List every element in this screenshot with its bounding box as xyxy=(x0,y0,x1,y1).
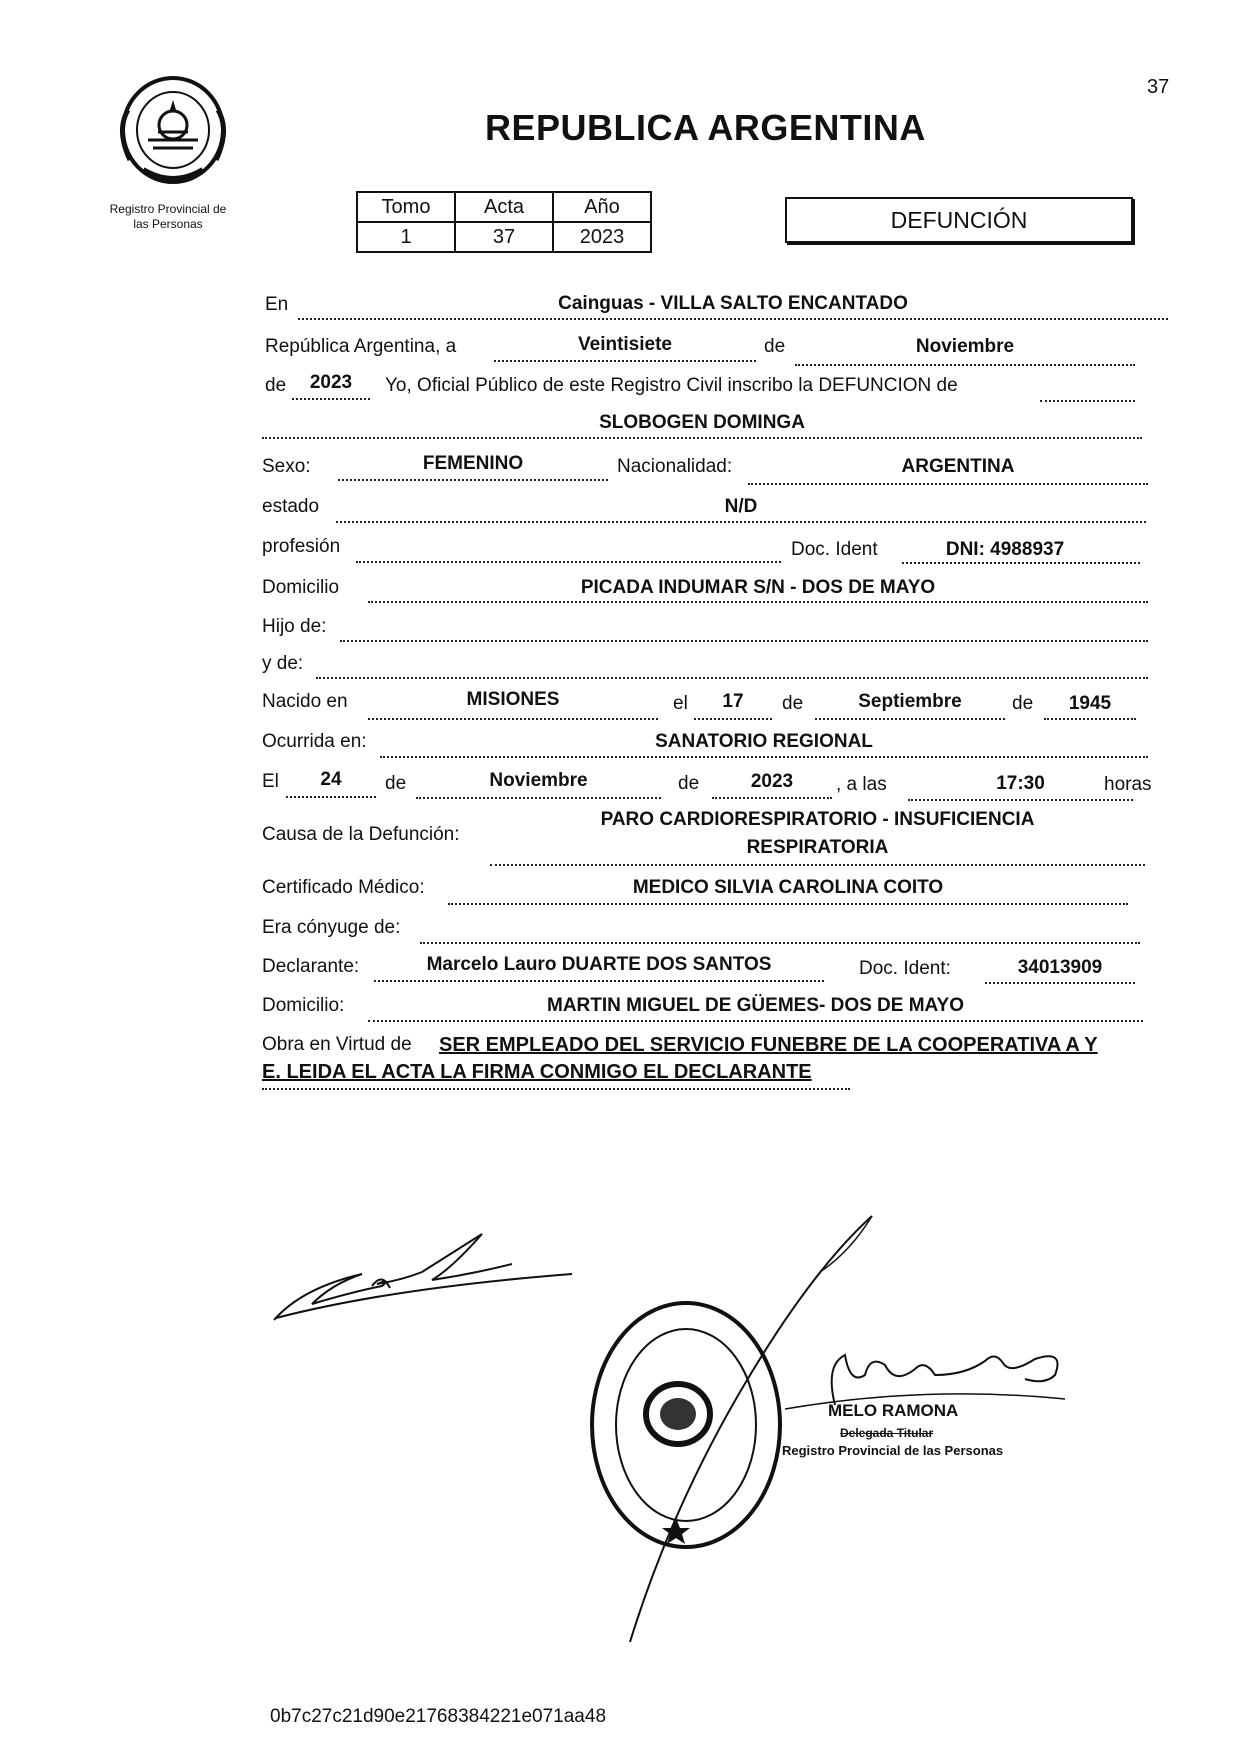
page-number: 37 xyxy=(1147,76,1170,98)
value-declarante-domicilio: MARTIN MIGUEL DE GÜEMES- DOS DE MAYO xyxy=(547,995,964,1016)
label-causa: Causa de la Defunción: xyxy=(262,824,460,845)
declarant-signature xyxy=(272,1228,592,1328)
value-declarante: Marcelo Lauro DUARTE DOS SANTOS xyxy=(426,954,772,975)
label-de-def-1: de xyxy=(385,773,407,794)
label-de-nac-1: de xyxy=(782,693,804,714)
value-obra-1: SER EMPLEADO DEL SERVICIO FUNEBRE DE LA COOPERATIVA A Y xyxy=(439,1034,1098,1056)
label-de-nac-2: de xyxy=(1012,693,1034,714)
value-causa-2: RESPIRATORIA xyxy=(746,837,889,858)
label-profesion: profesión xyxy=(262,536,341,557)
value-dia-letras: Veintisiete xyxy=(578,334,672,355)
value-def-anio: 2023 xyxy=(750,771,794,792)
label-yo-oficial: Yo, Oficial Público de este Registro Civil inscribo la DEFUNCION de xyxy=(385,375,958,396)
label-de-1: de xyxy=(764,336,786,357)
label-conyuge: Era cónyuge de: xyxy=(262,917,401,938)
label-el-nacimiento: el xyxy=(673,693,688,714)
official-role: Delegada Titular xyxy=(840,1426,934,1440)
value-nac-dia: 17 xyxy=(722,691,744,712)
value-hora: 17:30 xyxy=(996,773,1045,794)
value-mes: Noviembre xyxy=(915,336,1015,357)
label-obra: Obra en Virtud de xyxy=(262,1034,412,1055)
label-doc-ident-2: Doc. Ident: xyxy=(859,958,951,979)
label-nacido-en: Nacido en xyxy=(262,691,348,712)
label-horas: horas xyxy=(1104,774,1152,795)
label-republica: República Argentina, a xyxy=(265,336,457,357)
label-domicilio: Domicilio xyxy=(262,577,340,598)
label-a-las: , a las xyxy=(836,774,887,795)
document-hash: 0b7c27c21d90e21768384221e071aa48 xyxy=(270,1706,607,1727)
value-anio: 2023 xyxy=(309,372,353,393)
label-hijo-de: Hijo de: xyxy=(262,616,327,637)
official-name: MELO RAMONA xyxy=(828,1401,959,1420)
value-declarante-doc: 34013909 xyxy=(1017,957,1103,978)
document-title: REPUBLICA ARGENTINA xyxy=(485,107,926,148)
acta-value: 37 xyxy=(455,222,553,252)
value-nac-mes: Septiembre xyxy=(858,691,962,712)
anio-header: Año xyxy=(553,192,651,222)
acta-header: Acta xyxy=(455,192,553,222)
label-el: El xyxy=(262,771,279,792)
value-lugar: Cainguas - VILLA SALTO ENCANTADO xyxy=(558,293,908,314)
label-nacionalidad: Nacionalidad: xyxy=(617,456,733,477)
label-doc-ident: Doc. Ident xyxy=(791,539,878,560)
value-certificado: MEDICO SILVIA CAROLINA COITO xyxy=(632,877,944,898)
official-office: Registro Provincial de las Personas xyxy=(782,1443,1004,1458)
label-sexo: Sexo: xyxy=(262,456,311,477)
value-sexo: FEMENINO xyxy=(422,453,524,474)
provincia-emblem xyxy=(108,70,238,192)
value-ocurrida-en: SANATORIO REGIONAL xyxy=(655,731,873,752)
label-declarante: Declarante: xyxy=(262,956,360,977)
label-certificado: Certificado Médico: xyxy=(262,877,425,898)
value-def-dia: 24 xyxy=(320,769,342,790)
label-de-2: de xyxy=(265,375,287,396)
label-ocurrida-en: Ocurrida en: xyxy=(262,731,367,752)
value-nac-anio: 1945 xyxy=(1068,693,1112,714)
value-obra-2: E. LEIDA EL ACTA LA FIRMA CONMIGO EL DECLARANTE xyxy=(262,1061,812,1083)
anio-value: 2023 xyxy=(553,222,651,252)
label-en: En xyxy=(265,294,289,315)
agency-line-2: las Personas xyxy=(133,217,203,231)
document-type-box: DEFUNCIÓN xyxy=(785,197,1133,243)
value-def-mes: Noviembre xyxy=(489,770,588,791)
tomo-header: Tomo xyxy=(357,192,455,222)
acta-reference-table xyxy=(356,191,652,253)
value-causa-1: PARO CARDIORESPIRATORIO - INSUFICIENCIA xyxy=(600,809,1035,830)
label-estado: estado xyxy=(262,496,320,517)
value-nacionalidad: ARGENTINA xyxy=(901,456,1015,477)
label-y-de: y de: xyxy=(262,653,304,674)
value-nombre: SLOBOGEN DOMINGA xyxy=(599,412,805,433)
label-de-def-2: de xyxy=(678,773,700,794)
tomo-value: 1 xyxy=(357,222,455,252)
value-estado: N/D xyxy=(724,496,758,517)
label-domicilio-2: Domicilio: xyxy=(262,995,345,1016)
agency-line-1: Registro Provincial de xyxy=(109,202,227,216)
value-nacido-en: MISIONES xyxy=(466,689,560,710)
value-domicilio: PICADA INDUMAR S/N - DOS DE MAYO xyxy=(580,577,936,598)
value-dni: DNI: 4988937 xyxy=(945,539,1065,560)
